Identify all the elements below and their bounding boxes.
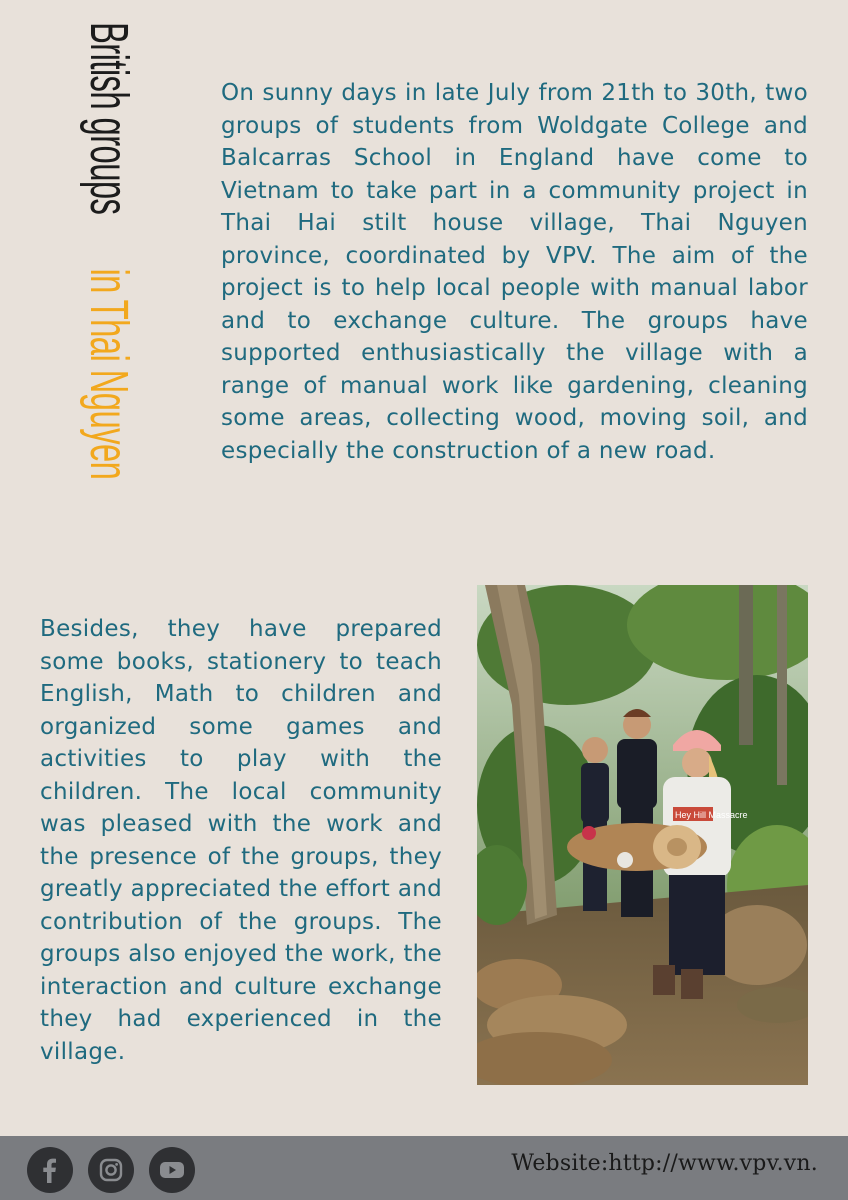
title-part-thai-nguyen: Thai Nguyen [79,299,139,480]
instagram-icon[interactable] [88,1147,134,1193]
activities-paragraph: Besides, they have prepared some books, stationery to teach English, Math to children and organized some games and activities to play with the children. The local community was pleased with the work and the presence of the groups, they greatly appreciated the effort and contribution of the groups. The groups also enjoyed the work, the interaction and culture exchange they had experienced in the village. [40,616,442,1065]
volunteers-photo [477,585,808,1085]
page-title [28,22,139,602]
facebook-icon[interactable] [27,1147,73,1193]
website-link[interactable]: Website:http://www.vpv.vn. [511,1151,818,1176]
title-part-british-groups: British groups [79,22,139,215]
shirt-print: Hey Hill Massacre [675,810,748,820]
intro-paragraph: On sunny days in late July from 21th to 30th, two groups of students from Woldgate College and Balcarras School in England have come to Vietnam to take part in a community project in Thai Hai stilt house village, Thai Nguyen province, coordinated by VPV. The aim of the project is to help local people with manual labor and to exchange culture. The groups have supported enthusiastically the village with a range of manual work like gardening, cleaning some areas, collecting wood, moving soil, and especially the construction of a new road. [221,80,808,464]
title-part-in: in [79,268,139,293]
youtube-icon[interactable] [149,1147,195,1193]
